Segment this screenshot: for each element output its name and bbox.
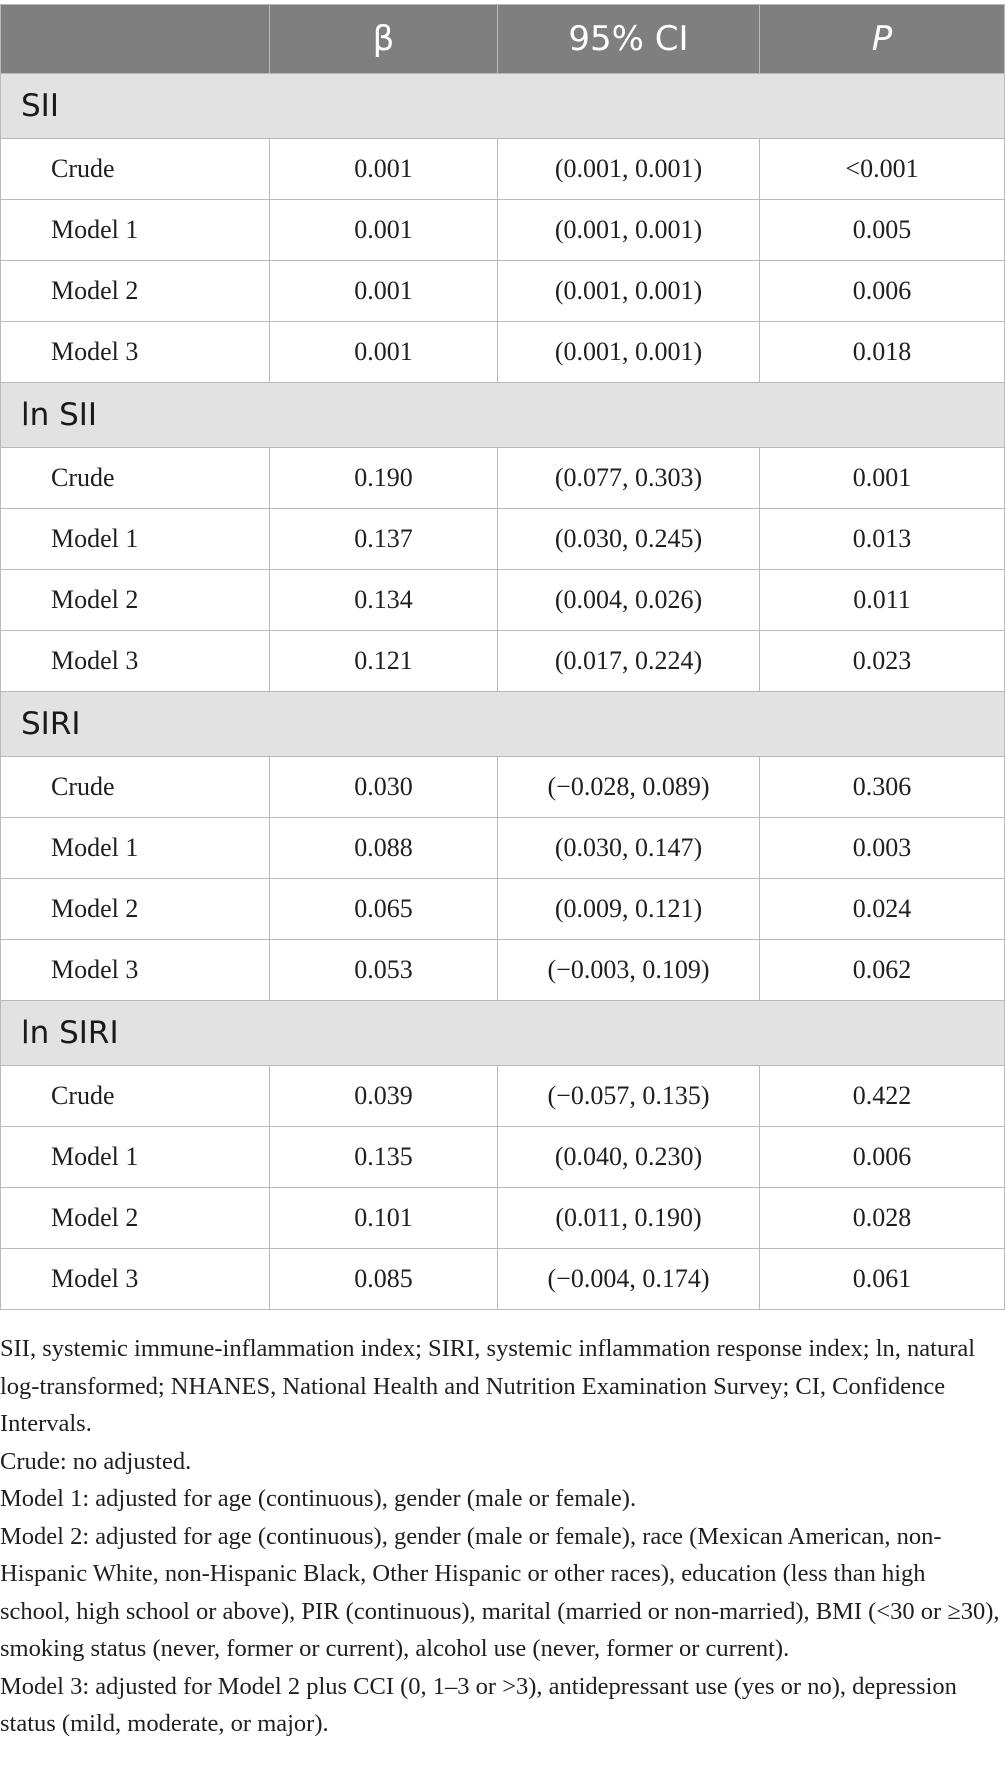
- row-label: Crude: [1, 139, 270, 200]
- p-value-cell: 0.018: [760, 322, 1005, 383]
- table-row: [1, 261, 1005, 322]
- beta-cell: 0.134: [270, 570, 498, 631]
- header-p-value: P: [760, 5, 1005, 74]
- table-row: [1, 879, 1005, 940]
- row-label: Model 2: [1, 261, 270, 322]
- group-row: [1, 692, 1005, 757]
- header-ci: 95% CI: [498, 5, 760, 74]
- p-value-cell: 0.061: [760, 1249, 1005, 1310]
- row-label: Crude: [1, 448, 270, 509]
- ci-cell: (0.017, 0.224): [498, 631, 760, 692]
- row-label: Model 1: [1, 200, 270, 261]
- p-value-cell: 0.062: [760, 940, 1005, 1001]
- ci-cell: (0.001, 0.001): [498, 322, 760, 383]
- group-label: SII: [1, 74, 1005, 139]
- beta-cell: 0.101: [270, 1188, 498, 1249]
- group-label: ln SII: [1, 383, 1005, 448]
- row-label: Model 3: [1, 1249, 270, 1310]
- footnote: Crude: no adjusted.: [0, 1447, 192, 1475]
- table-row: [1, 940, 1005, 1001]
- table-row: [1, 1066, 1005, 1127]
- ci-cell: (−0.003, 0.109): [498, 940, 760, 1001]
- ci-cell: (−0.057, 0.135): [498, 1066, 760, 1127]
- table-row: [1, 631, 1005, 692]
- group-row: [1, 74, 1005, 139]
- ci-cell: (0.030, 0.245): [498, 509, 760, 570]
- footnote: SII, systemic immune-inflammation index; SIRI, systemic inflammation response index; ln, natural log-transformed; NHANES, National Health and Nutrition Examination Survey; CI, Confidence Intervals.: [0, 1335, 976, 1437]
- ci-cell: (0.001, 0.001): [498, 139, 760, 200]
- beta-cell: 0.135: [270, 1127, 498, 1188]
- p-value-cell: <0.001: [760, 139, 1005, 200]
- ci-cell: (0.077, 0.303): [498, 448, 760, 509]
- ci-cell: (0.004, 0.026): [498, 570, 760, 631]
- ci-cell: (0.009, 0.121): [498, 879, 760, 940]
- ci-cell: (0.001, 0.001): [498, 261, 760, 322]
- results-table: [0, 4, 1005, 1310]
- table-row: [1, 509, 1005, 570]
- ci-cell: (−0.004, 0.174): [498, 1249, 760, 1310]
- row-label: Model 3: [1, 322, 270, 383]
- group-row: [1, 1001, 1005, 1066]
- ci-cell: (0.001, 0.001): [498, 200, 760, 261]
- table-row: [1, 1188, 1005, 1249]
- ci-cell: (−0.028, 0.089): [498, 757, 760, 818]
- table-row: [1, 570, 1005, 631]
- table-row: [1, 1249, 1005, 1310]
- p-value-cell: 0.306: [760, 757, 1005, 818]
- p-value-cell: 0.028: [760, 1188, 1005, 1249]
- ci-cell: (0.011, 0.190): [498, 1188, 760, 1249]
- row-label: Model 1: [1, 818, 270, 879]
- beta-cell: 0.085: [270, 1249, 498, 1310]
- row-label: Model 1: [1, 1127, 270, 1188]
- row-label: Crude: [1, 757, 270, 818]
- group-label: SIRI: [1, 692, 1005, 757]
- footnote: Model 1: adjusted for age (continuous), gender (male or female).: [0, 1485, 637, 1512]
- beta-cell: 0.030: [270, 757, 498, 818]
- table-row: [1, 322, 1005, 383]
- beta-cell: 0.121: [270, 631, 498, 692]
- beta-cell: 0.088: [270, 818, 498, 879]
- row-label: Crude: [1, 1066, 270, 1127]
- table-row: [1, 757, 1005, 818]
- beta-cell: 0.001: [270, 139, 498, 200]
- header-beta: β: [270, 5, 498, 74]
- row-label: Model 3: [1, 940, 270, 1001]
- row-label: Model 1: [1, 509, 270, 570]
- ci-cell: (0.040, 0.230): [498, 1127, 760, 1188]
- table-row: [1, 818, 1005, 879]
- p-value-cell: 0.023: [760, 631, 1005, 692]
- beta-cell: 0.065: [270, 879, 498, 940]
- p-value-cell: 0.006: [760, 261, 1005, 322]
- table-row: [1, 200, 1005, 261]
- table-row: [1, 448, 1005, 509]
- p-value-cell: 0.006: [760, 1127, 1005, 1188]
- ci-cell: (0.030, 0.147): [498, 818, 760, 879]
- p-value-cell: 0.024: [760, 879, 1005, 940]
- header-variable: [1, 5, 270, 74]
- table-row: [1, 139, 1005, 200]
- p-value-cell: 0.013: [760, 509, 1005, 570]
- p-value-cell: 0.005: [760, 200, 1005, 261]
- row-label: Model 2: [1, 570, 270, 631]
- beta-cell: 0.001: [270, 200, 498, 261]
- row-label: Model 3: [1, 631, 270, 692]
- table-row: [1, 1127, 1005, 1188]
- beta-cell: 0.190: [270, 448, 498, 509]
- header-row: [1, 5, 1005, 74]
- beta-cell: 0.001: [270, 261, 498, 322]
- footnote: Model 2: adjusted for age (continuous), gender (male or female), race (Mexican American, non-Hispanic White, non-Hispanic Black, Other Hispanic or other races), education (less than high school, high school or above), PIR (continuous), marital (married or non-married), BMI (<30 or ≥30), smoking status (never, former or current), alcohol use (never, former or current).: [0, 1522, 1000, 1662]
- p-value-cell: 0.001: [760, 448, 1005, 509]
- p-value-cell: 0.422: [760, 1066, 1005, 1127]
- beta-cell: 0.001: [270, 322, 498, 383]
- group-label: ln SIRI: [1, 1001, 1005, 1066]
- row-label: Model 2: [1, 879, 270, 940]
- beta-cell: 0.053: [270, 940, 498, 1001]
- group-row: [1, 383, 1005, 448]
- p-value-cell: 0.003: [760, 818, 1005, 879]
- beta-cell: 0.039: [270, 1066, 498, 1127]
- beta-cell: 0.137: [270, 509, 498, 570]
- footnote: Model 3: adjusted for Model 2 plus CCI (0, 1–3 or >3), antidepressant use (yes or no), depression status (mild, moderate, or major).: [0, 1672, 957, 1737]
- footnotes: [0, 1330, 1000, 1743]
- p-value-cell: 0.011: [760, 570, 1005, 631]
- row-label: Model 2: [1, 1188, 270, 1249]
